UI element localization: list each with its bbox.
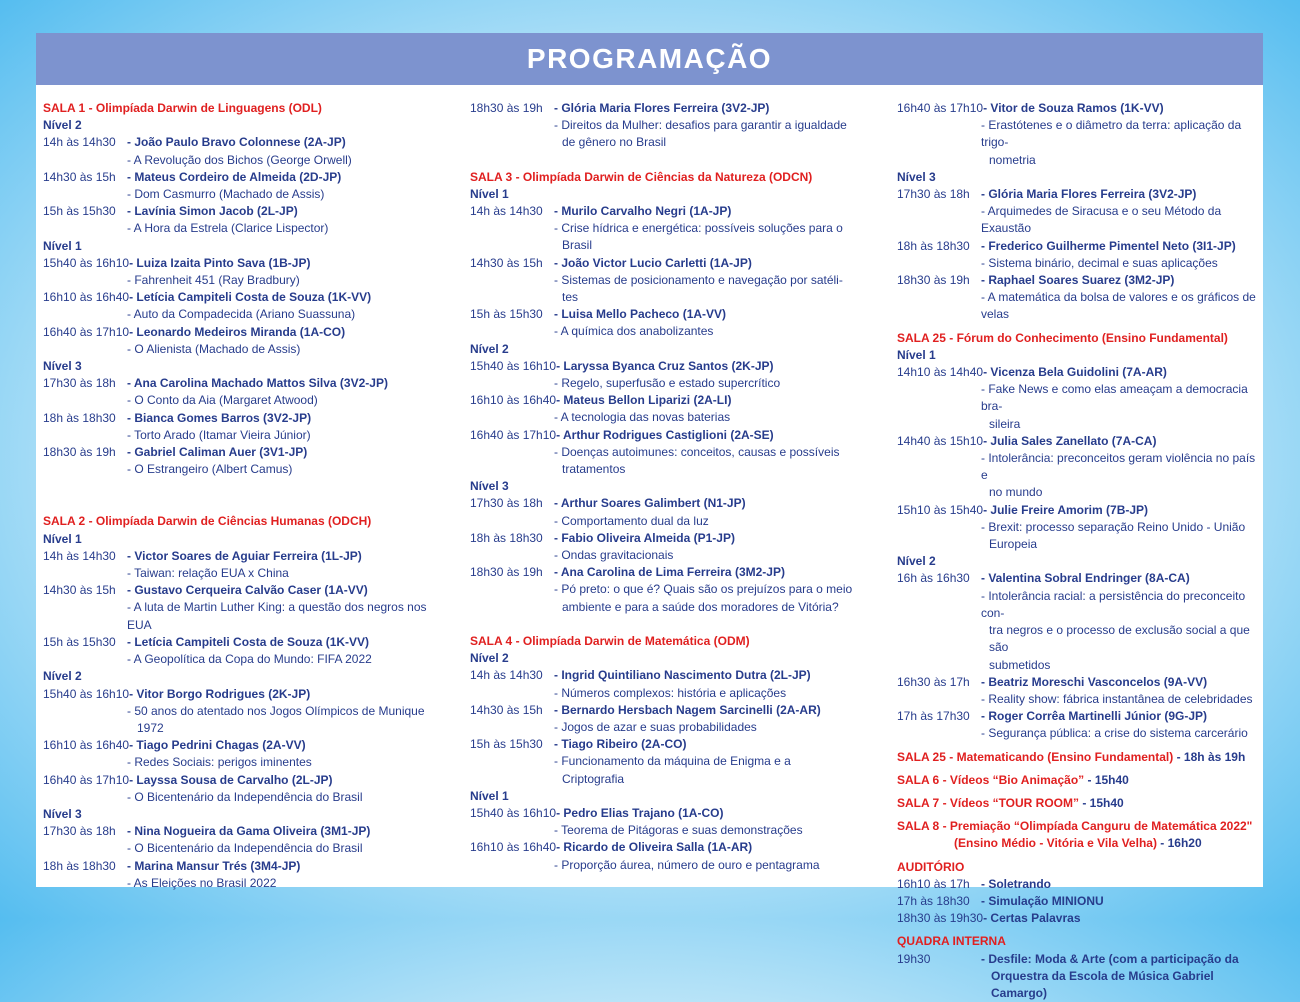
presenter: - Ana Carolina de Lima Ferreira (3M2-JP) [554, 565, 785, 580]
time-slot: 14h40 às 15h10 [897, 433, 984, 448]
presenter: - Raphael Soares Suarez (3M2-JP) [981, 273, 1175, 288]
schedule-entry [470, 427, 865, 444]
time-slot: 15h às 15h30 [43, 204, 116, 219]
schedule-entry [897, 502, 1259, 519]
time-slot: 14h às 14h30 [470, 204, 543, 219]
room-title: SALA 25 - Fórum do Conhecimento (Ensino Fundamental) [897, 330, 1228, 345]
level-label: Nível 2 [470, 651, 509, 666]
room-line [897, 835, 1259, 852]
schedule-entry [43, 203, 453, 220]
schedule-entry [43, 686, 453, 703]
schedule-entry [470, 805, 865, 822]
topic: - A tecnologia das novas baterias [554, 410, 731, 425]
room-time: - 18h às 19h [1173, 749, 1246, 764]
time-slot: 18h30 às 19h [470, 101, 543, 115]
topic: - Torto Arado (Itamar Vieira Júnior) [127, 427, 311, 442]
presenter: - Glória Maria Flores Ferreira (3V2-JP) [981, 187, 1197, 202]
schedule-entry [897, 893, 1259, 910]
topic: - As Eleições no Brasil 2022 [127, 875, 277, 890]
presenter: - Frederico Guilherme Pimentel Neto (3I1-JP) [981, 238, 1236, 253]
room-time: - 15h40 [1079, 795, 1124, 810]
presenter: - Valentina Sobral Endringer (8A-CA) [981, 571, 1190, 586]
presenter: - Vicenza Bela Guidolini (7A-AR) [983, 365, 1167, 380]
schedule-entry [897, 186, 1259, 203]
time-slot: 14h às 14h30 [43, 135, 116, 150]
topic: - A matemática da bolsa de valores e os gráficos de velas [981, 290, 1256, 322]
topic: - A luta de Martin Luther King: a questão dos negros nos EUA [127, 600, 427, 632]
topic: - A Revolução dos Bichos (George Orwell) [127, 152, 352, 167]
level-label: Nível 3 [897, 169, 936, 184]
presenter: - Vitor Borgo Rodrigues (2K-JP) [129, 686, 311, 701]
topic: - Fake News e como elas ameaçam a democracia bra- [981, 382, 1248, 414]
topic: - Intolerância: preconceitos geram violência no país e [981, 451, 1256, 483]
time-slot: 17h30 às 18h [43, 376, 116, 391]
topic: - Auto da Compadecida (Ariano Suassuna) [127, 307, 356, 322]
topic-continued: Brasil [562, 238, 593, 253]
time-slot: 16h40 às 17h10 [43, 324, 130, 339]
schedule-entry [43, 582, 453, 599]
room-subtitle: (Ensino Médio - Vitória e Vila Velha) [954, 836, 1157, 851]
schedule-entry [43, 548, 453, 565]
topic: - Direitos da Mulher: desafios para garantir a igualdade [554, 118, 847, 133]
level-label: Nível 3 [470, 479, 509, 494]
topic-continued: sileira [989, 416, 1021, 431]
schedule-entry [470, 306, 865, 323]
time-slot: 17h30 às 18h [470, 496, 543, 511]
topic-continued: Europeia [989, 537, 1038, 552]
presenter: - Roger Corrêa Martinelli Júnior (9G-JP) [981, 709, 1208, 724]
room-title: SALA 25 - Matematicando (Ensino Fundamental) [897, 749, 1174, 764]
topic: - Fahrenheit 451 (Ray Bradbury) [127, 273, 300, 288]
column-1 [43, 100, 453, 892]
time-slot: 14h30 às 15h [470, 702, 543, 717]
topic: - Arquimedes de Siracusa e o seu Método da Exaustão [981, 204, 1222, 236]
room-title: SALA 4 - Olimpíada Darwin de Matemática (ODM) [470, 633, 750, 648]
schedule-entry [897, 433, 1259, 450]
activity: - Desfile: Moda & Arte (com a participação da [981, 951, 1239, 966]
presenter: - Fabio Oliveira Almeida (P1-JP) [554, 530, 735, 545]
time-slot: 18h30 às 19h [897, 273, 970, 288]
section-title: AUDITÓRIO [897, 859, 965, 874]
topic-continued: ambiente e para a saúde dos moradores de Vitória? [562, 599, 839, 614]
level-label: Nível 1 [897, 347, 936, 362]
schedule-entry [43, 375, 453, 392]
room-line [897, 795, 1259, 812]
presenter: - Luiza Izaita Pinto Sava (1B-JP) [129, 255, 311, 270]
room-line [897, 749, 1259, 766]
schedule-entry [43, 634, 453, 651]
schedule-entry [897, 708, 1259, 725]
presenter: - João Victor Lucio Carletti (1A-JP) [554, 255, 752, 270]
topic-continued: tratamentos [562, 462, 626, 477]
time-slot: 16h10 às 17h [897, 876, 970, 891]
schedule-entry [897, 951, 1259, 968]
room-line [897, 772, 1259, 789]
topic: - O Bicentenário da Independência do Brasil [127, 789, 363, 804]
room-title: SALA 6 - Vídeos “Bio Animação” [897, 772, 1085, 787]
topic: - A Geopolítica da Copa do Mundo: FIFA 2022 [127, 652, 372, 667]
room-title: SALA 7 - Vídeos “TOUR ROOM” [897, 795, 1080, 810]
topic: - Teorema de Pitágoras e suas demonstrações [554, 823, 803, 838]
topic: - O Conto da Aia (Margaret Atwood) [127, 393, 318, 408]
activity: - Simulação MINIONU [981, 893, 1104, 908]
time-slot: 14h10 às 14h40 [897, 365, 984, 380]
time-slot: 18h30 às 19h [470, 565, 543, 580]
schedule-entry [43, 858, 453, 875]
topic: - 50 anos do atentado nos Jogos Olímpicos de Munique [127, 703, 425, 718]
time-slot: 18h às 18h30 [43, 858, 116, 873]
topic: - Comportamento dual da luz [554, 513, 709, 528]
level-label: Nível 2 [43, 669, 82, 684]
header-bar [36, 33, 1263, 85]
time-slot: 14h30 às 15h [43, 169, 116, 184]
topic: - Segurança pública: a crise do sistema carcerário [981, 726, 1248, 741]
schedule-entry [43, 737, 453, 754]
topic: - Funcionamento da máquina de Enigma e a [554, 754, 791, 769]
time-slot: 14h30 às 15h [470, 255, 543, 270]
topic-continued: tes [562, 290, 579, 305]
schedule-entry [470, 530, 865, 547]
schedule-entry [897, 272, 1259, 289]
presenter: - Glória Maria Flores Ferreira (3V2-JP) [554, 101, 770, 115]
topic-continued: no mundo [989, 485, 1043, 500]
schedule-entry [470, 495, 865, 512]
time-slot: 14h30 às 15h [43, 583, 116, 598]
program-panel [36, 33, 1263, 1000]
schedule-entry [43, 410, 453, 427]
time-slot: 15h40 às 16h10 [43, 255, 130, 270]
presenter: - Tiago Ribeiro (2A-CO) [554, 737, 687, 752]
activity: - Soletrando [981, 876, 1052, 891]
time-slot: 18h30 às 19h [43, 445, 116, 460]
topic: - A química dos anabolizantes [554, 324, 714, 339]
level-label: Nível 2 [43, 118, 82, 133]
time-slot: 18h às 18h30 [43, 410, 116, 425]
level-label: Nível 2 [470, 341, 509, 356]
level-label: Nível 2 [897, 554, 936, 569]
room-title: SALA 8 - Premiação “Olimpíada Canguru de Matemática 2022" [897, 819, 1253, 834]
time-slot: 16h10 às 16h40 [43, 738, 130, 753]
presenter: - Pedro Elias Trajano (1A-CO) [556, 805, 724, 820]
room-title: SALA 1 - Olimpíada Darwin de Linguagens (ODL) [43, 101, 322, 115]
presenter: - Nina Nogueira da Gama Oliveira (3M1-JP) [127, 824, 371, 839]
topic: - Redes Sociais: perigos iminentes [127, 755, 312, 770]
time-slot: 17h às 18h30 [897, 893, 970, 908]
presenter: - Gabriel Caliman Auer (3V1-JP) [127, 445, 308, 460]
presenter: - Lavínia Simon Jacob (2L-JP) [127, 204, 298, 219]
schedule-entry [43, 134, 453, 151]
time-slot: 17h às 17h30 [897, 709, 970, 724]
topic: - O Bicentenário da Independência do Brasil [127, 841, 363, 856]
time-slot: 14h às 14h30 [470, 668, 543, 683]
room-title: SALA 2 - Olimpíada Darwin de Ciências Humanas (ODCH) [43, 514, 372, 529]
section-title: QUADRA INTERNA [897, 934, 1006, 949]
presenter: - Arthur Soares Galimbert (N1-JP) [554, 496, 746, 511]
presenter: - Ana Carolina Machado Mattos Silva (3V2-JP) [127, 376, 388, 391]
time-slot: 16h10 às 16h40 [470, 840, 557, 855]
schedule-entry [43, 169, 453, 186]
time-slot: 16h10 às 16h40 [470, 393, 557, 408]
presenter: - Tiago Pedrini Chagas (2A-VV) [129, 738, 306, 753]
level-label: Nível 1 [470, 788, 509, 803]
page-title: PROGRAMAÇÃO [526, 43, 773, 74]
room-time: - 16h20 [1156, 836, 1202, 851]
presenter: - Bianca Gomes Barros (3V2-JP) [127, 410, 312, 425]
time-slot: 16h10 às 16h40 [43, 290, 130, 305]
schedule-entry [897, 876, 1259, 893]
time-slot: 15h às 15h30 [43, 634, 116, 649]
time-slot: 17h30 às 18h [897, 187, 970, 202]
schedule-entry [897, 364, 1259, 381]
schedule-entry [897, 570, 1259, 587]
schedule-entry [897, 674, 1259, 691]
schedule-entry [470, 203, 865, 220]
time-slot: 18h30 às 19h30 [897, 911, 984, 926]
schedule-entry [470, 392, 865, 409]
time-slot: 18h às 18h30 [470, 530, 543, 545]
schedule-entry [470, 358, 865, 375]
time-slot: 15h40 às 16h10 [43, 686, 130, 701]
presenter: - João Paulo Bravo Colonnese (2A-JP) [127, 135, 346, 150]
presenter: - Letícia Campiteli Costa de Souza (1K-VV) [127, 634, 370, 649]
time-slot: 16h40 às 17h10 [897, 101, 984, 115]
topic: - A Hora da Estrela (Clarice Lispector) [127, 221, 329, 236]
topic: - O Estrangeiro (Albert Camus) [127, 462, 293, 477]
schedule-entry [470, 839, 865, 856]
topic: - O Alienista (Machado de Assis) [127, 341, 301, 356]
schedule-entry [43, 823, 453, 840]
time-slot: 15h às 15h30 [470, 737, 543, 752]
topic: - Regelo, superfusão e estado supercrítico [554, 376, 781, 391]
topic: - Pó preto: o que é? Quais são os prejuízos para o meio [554, 582, 853, 597]
time-slot: 18h às 18h30 [897, 238, 970, 253]
time-slot: 17h30 às 18h [43, 824, 116, 839]
schedule-entry [897, 100, 1259, 117]
level-label: Nível 3 [43, 359, 82, 374]
column-2 [470, 100, 865, 874]
column-3 [897, 100, 1259, 1002]
topic: - Dom Casmurro (Machado de Assis) [127, 187, 325, 202]
time-slot: 15h40 às 16h10 [470, 358, 557, 373]
presenter: - Victor Soares de Aguiar Ferreira (1L-JP) [127, 548, 362, 563]
room-time: - 15h40 [1084, 772, 1129, 787]
presenter: - Julia Sales Zanellato (7A-CA) [983, 433, 1157, 448]
topic: - Sistema binário, decimal e suas aplicações [981, 255, 1218, 270]
time-slot: 16h às 16h30 [897, 571, 970, 586]
presenter: - Mateus Cordeiro de Almeida (2D-JP) [127, 169, 342, 184]
presenter: - Marina Mansur Trés (3M4-JP) [127, 858, 301, 873]
time-slot: 16h30 às 17h [897, 674, 970, 689]
topic-continued: 1972 [137, 720, 164, 735]
presenter: - Arthur Rodrigues Castiglioni (2A-SE) [556, 427, 774, 442]
time-slot: 15h40 às 16h10 [470, 805, 557, 820]
time-slot: 16h40 às 17h10 [470, 427, 557, 442]
activity: - Certas Palavras [983, 911, 1081, 926]
topic: - Proporção áurea, número de ouro e pentagrama [554, 857, 820, 872]
schedule-entry [470, 255, 865, 272]
topic: - Brexit: processo separação Reino Unido - União [981, 519, 1246, 534]
level-label: Nível 1 [43, 238, 82, 253]
schedule-entry [470, 667, 865, 684]
topic: - Ondas gravitacionais [554, 548, 674, 563]
level-label: Nível 1 [43, 531, 82, 546]
presenter: - Vitor de Souza Ramos (1K-VV) [983, 101, 1164, 115]
topic: - Números complexos: história e aplicações [554, 685, 787, 700]
schedule-entry [43, 444, 453, 461]
topic: - Erastótenes e o diâmetro da terra: aplicação da trigo- [981, 118, 1242, 150]
presenter: - Bernardo Hersbach Nagem Sarcinelli (2A-AR) [554, 702, 821, 717]
topic: - Intolerância racial: a persistência do preconceito con- [981, 588, 1246, 620]
presenter: - Laryssa Byanca Cruz Santos (2K-JP) [556, 358, 774, 373]
time-slot: 14h às 14h30 [43, 548, 116, 563]
topic: - Crise hídrica e energética: possíveis soluções para o [554, 221, 843, 236]
presenter: - Beatriz Moreschi Vasconcelos (9A-VV) [981, 674, 1208, 689]
time-slot: 15h10 às 15h40 [897, 502, 984, 517]
presenter: - Julie Freire Amorim (7B-JP) [983, 502, 1149, 517]
presenter: - Ricardo de Oliveira Salla (1A-AR) [556, 840, 753, 855]
presenter: - Mateus Bellon Liparizi (2A-LI) [556, 393, 732, 408]
topic: - Doenças autoimunes: conceitos, causas e possíveis [554, 444, 840, 459]
topic-continued: nometria [989, 152, 1036, 167]
presenter: - Murilo Carvalho Negri (1A-JP) [554, 204, 732, 219]
presenter: - Gustavo Cerqueira Calvão Caser (1A-VV) [127, 583, 368, 598]
presenter: - Leonardo Medeiros Miranda (1A-CO) [129, 324, 346, 339]
schedule-entry [470, 736, 865, 753]
activity-continued: Orquestra da Escola de Música Gabriel Camargo) [991, 968, 1214, 1000]
topic-continued: submetidos [989, 657, 1051, 672]
schedule-entry [43, 324, 453, 341]
topic-continued: tra negros e o processo de exclusão social a que são [989, 623, 1250, 655]
topic: - Reality show: fábrica instantânea de celebridades [981, 691, 1253, 706]
room-title: SALA 3 - Olimpíada Darwin de Ciências da Natureza (ODCN) [470, 169, 813, 184]
time-slot: 16h40 às 17h10 [43, 772, 130, 787]
topic: - Jogos de azar e suas probabilidades [554, 719, 757, 734]
time-slot: 19h30 [897, 951, 931, 966]
level-label: Nível 1 [470, 186, 509, 201]
topic-continued: Criptografia [562, 771, 625, 786]
time-slot: 15h às 15h30 [470, 307, 543, 322]
schedule-entry [43, 772, 453, 789]
topic: - Sistemas de posicionamento e navegação por satéli- [554, 272, 843, 287]
room-line [897, 818, 1259, 835]
schedule-entry [43, 289, 453, 306]
schedule-entry [470, 702, 865, 719]
presenter: - Ingrid Quintiliano Nascimento Dutra (2L-JP) [554, 668, 811, 683]
schedule-entry [470, 564, 865, 581]
level-label: Nível 3 [43, 806, 82, 821]
topic-continued: de gênero no Brasil [562, 135, 667, 150]
schedule-entry [43, 255, 453, 272]
presenter: - Layssa Sousa de Carvalho (2L-JP) [129, 772, 333, 787]
topic: - Taiwan: relação EUA x China [127, 566, 289, 581]
presenter: - Letícia Campiteli Costa de Souza (1K-VV) [129, 290, 372, 305]
schedule-entry [470, 100, 865, 117]
presenter: - Luisa Mello Pacheco (1A-VV) [554, 307, 727, 322]
schedule-entry [897, 238, 1259, 255]
